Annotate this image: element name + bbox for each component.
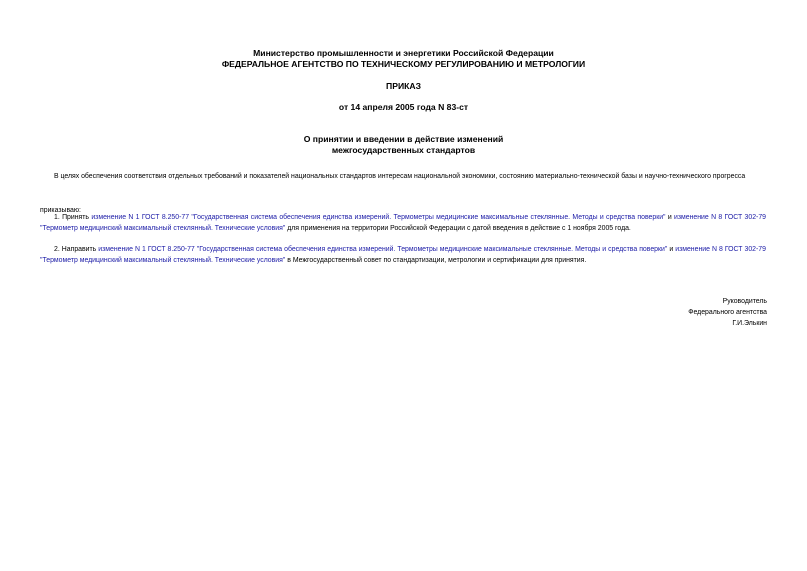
agency-heading: ФЕДЕРАЛЬНОЕ АГЕНТСТВО ПО ТЕХНИЧЕСКОМУ РЕГУЛИРОВАНИЮ И МЕТРОЛОГИИ	[221, 59, 586, 69]
document-title-line-2: межгосударственных стандартов	[331, 145, 476, 155]
signature-position: Руководитель	[722, 298, 767, 305]
signature-organization: Федерального агентства	[688, 309, 767, 316]
order-item-2	[40, 245, 766, 266]
item1-prefix: 1. Принять	[54, 214, 92, 221]
ministry-heading: Министерство промышленности и энергетики Российской Федерации	[253, 48, 554, 58]
gost-302-change-link[interactable]: изменение N 8 ГОСТ 302-79 "Термометр медицинский максимальный стеклянный. Технические условия"	[40, 246, 766, 264]
order-word: приказываю:	[40, 207, 81, 214]
item1-suffix: для применения на территории Российской Федерации с датой введения в действие с 1 ноября 2005 года.	[285, 224, 631, 232]
document-title-line-1: О принятии и введении в действие изменений	[303, 134, 504, 144]
item2-prefix: 2. Направить	[54, 246, 99, 253]
intro-paragraph: В целях обеспечения соответствия отдельных требований и показателей национальных стандартов интересам национальной экономики, состоянию материально-технической базы и научно-технического прогресса	[54, 173, 746, 180]
document-date-number: от 14 апреля 2005 года N 83-ст	[338, 102, 469, 112]
signature-name: Г.И.Элькин	[732, 320, 767, 327]
document-type: ПРИКАЗ	[386, 81, 421, 91]
item2-conjunction: и	[667, 246, 676, 253]
item2-suffix: в Межгосударственный совет по стандартизации, метрологии и сертификации для принятия.	[285, 256, 587, 264]
gost-8-250-change-link[interactable]: изменение N 1 ГОСТ 8.250-77 "Государственная система обеспечения единства измерений. Термометры медицинские максимальные стеклянные. Методы и средства поверки"	[91, 214, 666, 221]
gost-302-change-link[interactable]: изменение N 8 ГОСТ 302-79 "Термометр медицинский максимальный стеклянный. Технические условия"	[40, 214, 766, 232]
gost-8-250-change-link[interactable]: изменение N 1 ГОСТ 8.250-77 "Государственная система обеспечения единства измерений. Термометры медицинские максимальные стеклянные. Методы и средства поверки"	[98, 246, 668, 253]
order-item-1	[40, 213, 766, 234]
item1-conjunction: и	[665, 214, 675, 221]
